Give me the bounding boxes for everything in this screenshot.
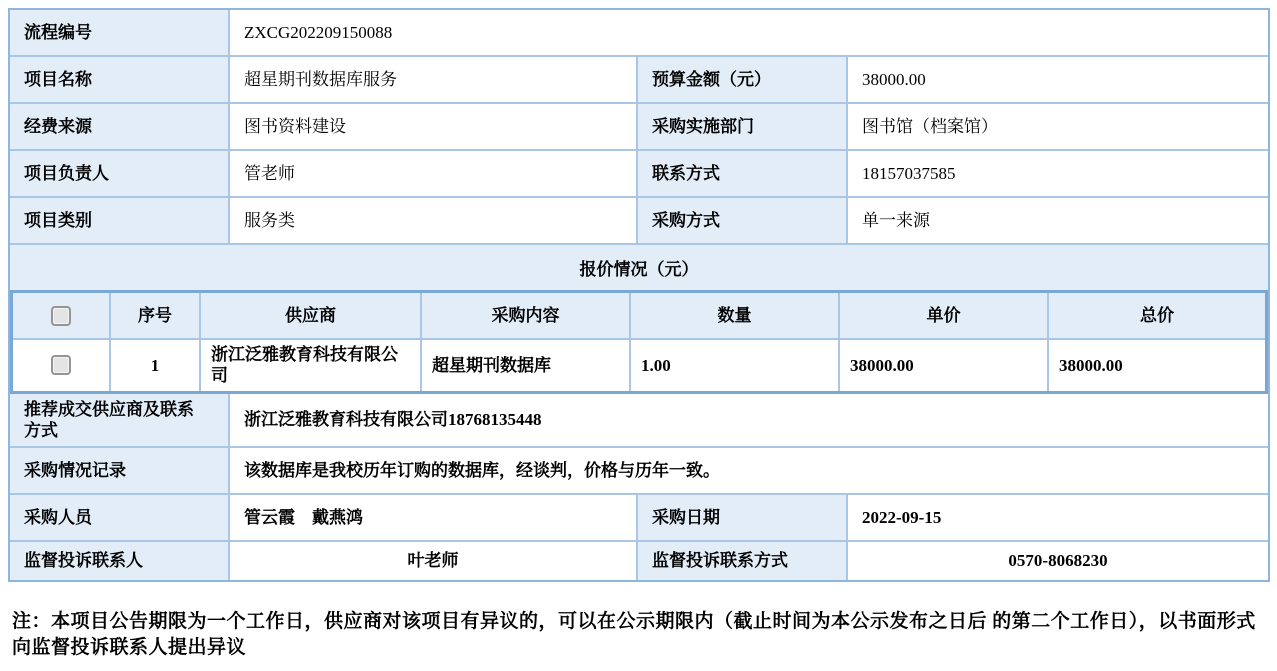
budget-amount-label: 预算金额（元） (638, 57, 848, 102)
implementing-department-value: 图书馆（档案馆） (848, 104, 1268, 149)
quote-qty: 1.00 (631, 340, 840, 391)
quote-section-title: 报价情况（元） (10, 245, 1268, 290)
project-leader-value: 管老师 (230, 151, 638, 196)
implementing-department-label: 采购实施部门 (638, 104, 848, 149)
contact-method-label: 联系方式 (638, 151, 848, 196)
row-staff-date (10, 495, 1268, 542)
procurement-record-value: 该数据库是我校历年订购的数据库，经谈判，价格与历年一致。 (230, 448, 1268, 493)
project-name-label: 项目名称 (10, 57, 230, 102)
quote-unit-price: 38000.00 (840, 340, 1049, 391)
supervision-phone-value: 0570-8068230 (848, 542, 1268, 580)
row-recommended-supplier (10, 394, 1268, 449)
procurement-date-label: 采购日期 (638, 495, 848, 540)
col-header-supplier: 供应商 (201, 293, 422, 338)
row-supervision-contact (10, 542, 1268, 580)
row-select-cell (13, 340, 111, 391)
budget-amount-value: 38000.00 (848, 57, 1268, 102)
quote-total-price: 38000.00 (1049, 340, 1265, 391)
project-category-label: 项目类别 (10, 198, 230, 243)
announcement-note: 注：本项目公告期限为一个工作日，供应商对该项目有异议的，可以在公示期限内（截止时间为本公示发布之日后 的第二个工作日），以书面形式向监督投诉联系人提出异议 (12, 611, 1256, 658)
procurement-staff-label: 采购人员 (10, 495, 230, 540)
col-header-qty: 数量 (631, 293, 840, 338)
row-funding-department (10, 104, 1268, 151)
recommended-supplier-value: 浙江泛雅教育科技有限公司18768135448 (230, 397, 1268, 442)
procurement-staff-value: 管云霞 戴燕鸿 (230, 495, 638, 540)
row-category-method (10, 198, 1268, 245)
process-number-label: 流程编号 (10, 10, 230, 55)
quote-table-row (13, 340, 1265, 391)
procurement-method-label: 采购方式 (638, 198, 848, 243)
procurement-form-table (8, 8, 1270, 582)
col-header-content: 采购内容 (422, 293, 631, 338)
quote-index: 1 (111, 340, 201, 391)
col-header-total-price: 总价 (1049, 293, 1265, 338)
funding-source-value: 图书资料建设 (230, 104, 638, 149)
recommended-supplier-label: 推荐成交供应商及联系方式 (10, 394, 230, 447)
funding-source-label: 经费来源 (10, 104, 230, 149)
quote-table (10, 290, 1268, 394)
process-number-value: ZXCG202209150088 (230, 10, 1268, 55)
supervision-phone-label: 监督投诉联系方式 (638, 542, 848, 580)
row-process-number (10, 10, 1268, 57)
procurement-date-value: 2022-09-15 (848, 495, 1268, 540)
project-name-value: 超星期刊数据库服务 (230, 57, 638, 102)
procurement-record-label: 采购情况记录 (10, 448, 230, 493)
quote-table-header-row (13, 293, 1265, 340)
col-header-index: 序号 (111, 293, 201, 338)
project-leader-label: 项目负责人 (10, 151, 230, 196)
supervision-contact-value: 叶老师 (230, 542, 638, 580)
row-project-name-budget (10, 57, 1268, 104)
supervision-contact-label: 监督投诉联系人 (10, 542, 230, 580)
select-all-checkbox[interactable] (51, 306, 71, 326)
quote-supplier: 浙江泛雅教育科技有限公司 (201, 340, 422, 391)
row-select-checkbox[interactable] (51, 355, 71, 375)
project-category-value: 服务类 (230, 198, 638, 243)
procurement-method-value: 单一来源 (848, 198, 1268, 243)
select-all-cell (13, 293, 111, 338)
row-leader-contact (10, 151, 1268, 198)
contact-method-value: 18157037585 (848, 151, 1268, 196)
row-procurement-record (10, 448, 1268, 495)
quote-content: 超星期刊数据库 (422, 340, 631, 391)
col-header-unit-price: 单价 (840, 293, 1049, 338)
